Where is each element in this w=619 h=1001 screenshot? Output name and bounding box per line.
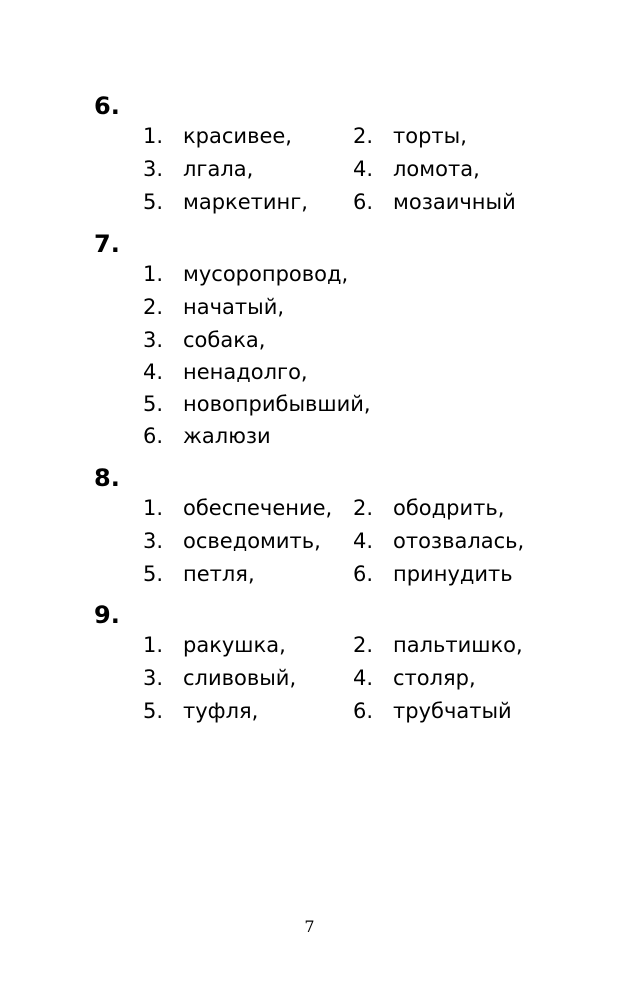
item-word: лгала, bbox=[183, 157, 254, 181]
item-number: 2. bbox=[352, 496, 373, 520]
item-word: начатый, bbox=[183, 295, 285, 319]
item-word: ненадолго, bbox=[183, 360, 308, 384]
item-word: сливовый, bbox=[183, 666, 297, 690]
section-7-heading: 7. bbox=[94, 230, 120, 258]
item-number: 6. bbox=[352, 562, 373, 586]
item-word: отозвалась, bbox=[393, 529, 525, 553]
item-word: осведомить, bbox=[183, 529, 321, 553]
item-word: жалюзи bbox=[183, 424, 271, 448]
item-number: 5. bbox=[142, 699, 163, 723]
item-number: 2. bbox=[352, 124, 373, 148]
item-number: 1. bbox=[142, 262, 163, 286]
item-word: ободрить, bbox=[393, 496, 505, 520]
item-number: 6. bbox=[352, 190, 373, 214]
item-word: столяр, bbox=[393, 666, 476, 690]
item-number: 6. bbox=[352, 699, 373, 723]
item-number: 1. bbox=[142, 124, 163, 148]
item-word: мусоропровод, bbox=[183, 262, 349, 286]
section-8-heading: 8. bbox=[94, 464, 120, 492]
item-word: новоприбывший, bbox=[183, 392, 371, 416]
item-number: 4. bbox=[352, 666, 373, 690]
item-word: принудить bbox=[393, 562, 513, 586]
item-word: торты, bbox=[393, 124, 467, 148]
item-word: мозаичный bbox=[393, 190, 516, 214]
item-number: 2. bbox=[142, 295, 163, 319]
item-number: 1. bbox=[142, 496, 163, 520]
section-9-heading: 9. bbox=[94, 601, 120, 629]
section-6-heading: 6. bbox=[94, 92, 120, 120]
item-word: обеспечение, bbox=[183, 496, 333, 520]
item-number: 3. bbox=[142, 529, 163, 553]
item-word: красивее, bbox=[183, 124, 292, 148]
item-number: 1. bbox=[142, 633, 163, 657]
item-word: трубчатый bbox=[393, 699, 512, 723]
item-word: петля, bbox=[183, 562, 255, 586]
item-number: 6. bbox=[142, 424, 163, 448]
item-word: собака, bbox=[183, 328, 266, 352]
item-word: туфля, bbox=[183, 699, 259, 723]
item-number: 5. bbox=[142, 562, 163, 586]
item-word: ракушка, bbox=[183, 633, 286, 657]
item-number: 3. bbox=[142, 328, 163, 352]
item-number: 4. bbox=[142, 360, 163, 384]
item-number: 4. bbox=[352, 529, 373, 553]
item-number: 3. bbox=[142, 666, 163, 690]
item-number: 5. bbox=[142, 190, 163, 214]
item-word: пальтишко, bbox=[393, 633, 523, 657]
item-word: ломота, bbox=[393, 157, 480, 181]
item-number: 5. bbox=[142, 392, 163, 416]
page-number: 7 bbox=[304, 917, 315, 936]
item-number: 2. bbox=[352, 633, 373, 657]
item-number: 4. bbox=[352, 157, 373, 181]
item-word: маркетинг, bbox=[183, 190, 308, 214]
item-number: 3. bbox=[142, 157, 163, 181]
